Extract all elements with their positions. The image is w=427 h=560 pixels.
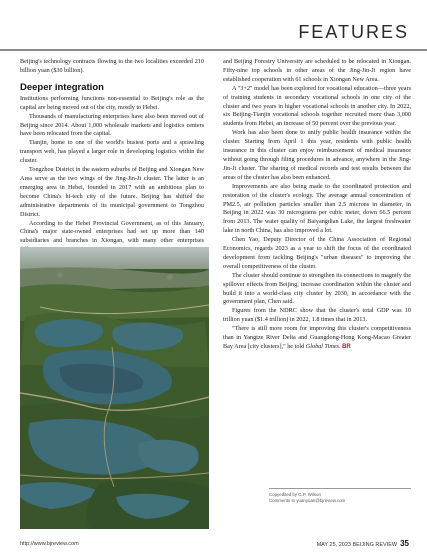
body-paragraph: Tianjin, home to one of the world's busiest ports and a sprawling transport web, has played a larger role in developing logistics within the cluster. — [20, 139, 204, 165]
body-paragraph: Work has also been done to unify public health insurance within the cluster. Starting from April 1 this year, residents with public health insurance in this cluster can enjoy reimbursement of medical insurance without going through filing procedures in advance, anywhere in the Jing-Jin-Ji cluster. The sharing of medical records and test results between the areas of the cluster has also been enhanced. — [223, 129, 411, 181]
body-paragraph: Chen Yao, Deputy Director of the China Association of Regional Economics, regards 2023 as a year to shift the focus of the coordinated development from tackling Beijing's "urban diseases" to improving the overall competitiveness of the cluster. — [223, 236, 411, 270]
publication-name: Global Times — [305, 343, 339, 350]
issue-line: MAY 25, 2023 BEIJING REVIEW — [316, 542, 398, 548]
end-mark: BR — [342, 344, 351, 350]
closing-paragraph — [223, 325, 411, 352]
closing-quote: "There is still more room for improving this cluster's competitiveness than in Yangtze River Delta and Guangdong-Hong Kong-Macao Greater Bay Area [city clusters]," he told — [223, 325, 411, 350]
credits-box — [269, 488, 411, 504]
aerial-lake-forest-illustration — [20, 247, 209, 529]
body-paragraph: and Beijing Forestry University are scheduled to be relocated in Xiongan. Fifty-nine top schools in other areas of the Jing-Jin-Ji region have established cooperation with 61 schools in Xiongan New Area. — [223, 58, 411, 83]
subheading: Deeper integration — [20, 81, 104, 93]
comments-line: Comments to yuanyuan@bjreview.com — [269, 498, 346, 503]
body-paragraph: Tongzhou District in the eastern suburbs of Beijing and Xiongan New Area serve as the two wings of the Jing-Jin-Ji cluster. The latter is an emerging area in Hebei, founded in 2017 with an ambitious plan to become China's hi-tech city of the future. Beijing has shifted the administrative departments of its municipal government to Tongzhou District. — [20, 166, 204, 218]
section-label: FEATURES — [298, 22, 409, 42]
closing-end: . — [338, 343, 341, 350]
intro-paragraph: Beijing's technology contracts flowing to the two localities exceeded 210 billion yuan ($30 billion). — [20, 58, 204, 74]
body-paragraph: The cluster should continue to strengthen its connections to magnify the spillover effects from Beijing, increase coordination within the cluster and build it into a world-class city cluster by 2030, in accordance with the government plan, Chen said. — [223, 271, 411, 306]
body-paragraph: A "3+2" model has been explored for vocational education—three years of training students in secondary vocational schools in one city of the cluster and two years in higher vocational schools in another city. In 2022, six Beijing-Tianjin vocational schools together recruited more than 3,000 students from Hebei, an increase of 50 percent over the previous year. — [223, 84, 411, 128]
body-paragraph: Improvements are also being made to the coordinated protection and restoration of the cluster's ecology. The average annual concentration of PM2.5, air pollution particles smaller than 2.5 microns in diameter, in Beijing in 2022 was 30 micrograms per cubic meter, down 66.5 percent from 2013. The water quality of Baiyangdian Lake, the largest freshwater lake in north China, has also improved a lot. — [223, 182, 411, 235]
right-column — [223, 58, 411, 352]
header-rule — [0, 49, 427, 51]
body-paragraph: According to the Hebei Provincial Government, as of this January, China's major state-owned enterprises had set up more than 140 subsidiaries and branches in Xiongan, with many other enterprises — [20, 219, 204, 245]
footer-issue — [317, 539, 409, 548]
aerial-photo — [20, 247, 209, 529]
body-paragraph: Figures from the NDRC show that the cluster's total GDP was 10 trillion yuan ($1.4 trillion) in 2022, 1.8 times that in 2013. — [223, 307, 411, 324]
body-paragraph: Institutions performing functions non-essential to Beijing's role as the capital are being moved out of the city, mostly to Hebei. — [20, 94, 204, 111]
body-paragraph: Thousands of manufacturing enterprises have also been moved out of Beijing since 2014. About 1,000 wholesale markets and logistics centers have been relocated from the capital. — [20, 112, 204, 138]
footer-url[interactable]: http://www.bjreview.com — [20, 541, 79, 547]
copyedited-line: Copyedited by G.P. Wilson — [269, 492, 321, 497]
page-number: 35 — [400, 539, 409, 548]
